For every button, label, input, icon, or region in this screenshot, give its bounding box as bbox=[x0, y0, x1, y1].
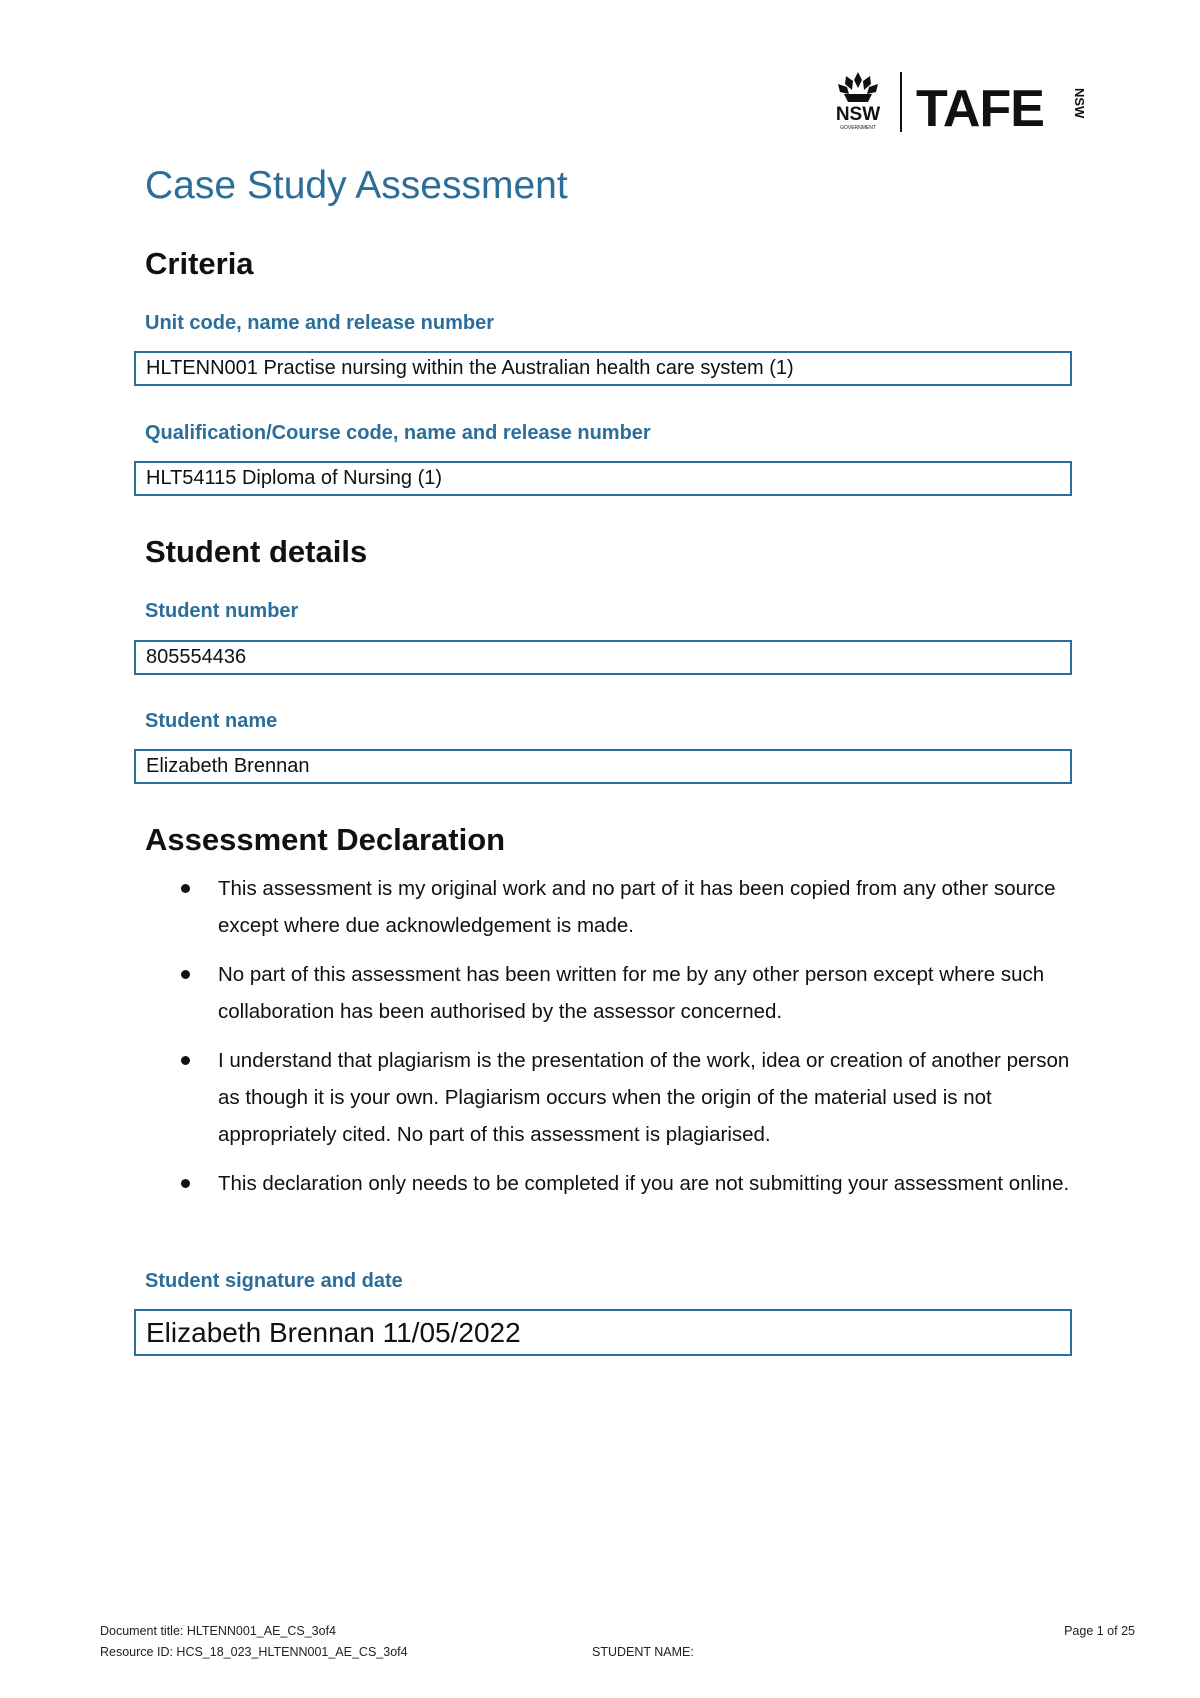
waratah-icon bbox=[838, 72, 878, 102]
footer-student-name-label: STUDENT NAME: bbox=[592, 1645, 694, 1659]
declaration-heading: Assessment Declaration bbox=[145, 822, 506, 857]
criteria-heading: Criteria bbox=[145, 246, 254, 281]
student-number-label: Student number bbox=[145, 600, 299, 622]
page-title: Case Study Assessment bbox=[145, 164, 568, 207]
bullet-icon bbox=[181, 970, 190, 979]
signature-label: Student signature and date bbox=[145, 1270, 403, 1292]
declaration-item-text: This assessment is my original work and no part of it has been copied from any other source except where due acknowledgement is made. bbox=[218, 877, 1056, 937]
list-item bbox=[145, 870, 1075, 944]
bullet-icon bbox=[181, 1179, 190, 1188]
footer-document-title: Document title: HLTENN001_AE_CS_3of4 bbox=[100, 1624, 336, 1638]
declaration-item-text: This declaration only needs to be completed if you are not submitting your assessment online. bbox=[218, 1172, 1070, 1195]
student-number-field[interactable]: 805554436 bbox=[134, 640, 1072, 675]
logo-nsw-subtext: GOVERNMENT bbox=[840, 125, 876, 131]
declaration-item-text: No part of this assessment has been written for me by any other person except where such collaboration has been authorised by the assessor concerned. bbox=[218, 963, 1045, 1023]
footer-resource-id: Resource ID: HCS_18_023_HLTENN001_AE_CS_3of4 bbox=[100, 1645, 408, 1659]
unit-field[interactable]: HLTENN001 Practise nursing within the Australian health care system (1) bbox=[134, 351, 1072, 386]
footer-page-number: Page 1 of 25 bbox=[1064, 1624, 1135, 1638]
list-item bbox=[145, 1042, 1075, 1153]
student-name-label: Student name bbox=[145, 710, 278, 732]
logo-nsw-text: NSW bbox=[835, 104, 881, 125]
qualification-field[interactable]: HLT54115 Diploma of Nursing (1) bbox=[134, 461, 1072, 496]
logo-divider bbox=[900, 72, 902, 132]
bullet-icon bbox=[181, 884, 190, 893]
declaration-list bbox=[145, 870, 1075, 1214]
qualification-label: Qualification/Course code, name and release number bbox=[145, 422, 651, 444]
logo-tafe-nsw-text: NSW bbox=[1072, 88, 1087, 119]
student-name-field[interactable]: Elizabeth Brennan bbox=[134, 749, 1072, 784]
list-item bbox=[145, 1165, 1075, 1202]
unit-label: Unit code, name and release number bbox=[145, 312, 494, 334]
student-details-heading: Student details bbox=[145, 534, 368, 569]
logo-tafe-text: TAFE bbox=[916, 80, 1044, 136]
list-item bbox=[145, 956, 1075, 1030]
bullet-icon bbox=[181, 1056, 190, 1065]
nsw-tafe-logo bbox=[832, 70, 1092, 136]
declaration-item-text: I understand that plagiarism is the presentation of the work, idea or creation of another person as though it is your own. Plagiarism occurs when the origin of the material used is not appropriately cited. No part of this assessment is plagiarised. bbox=[218, 1049, 1070, 1146]
signature-field[interactable]: Elizabeth Brennan 11/05/2022 bbox=[134, 1309, 1072, 1356]
